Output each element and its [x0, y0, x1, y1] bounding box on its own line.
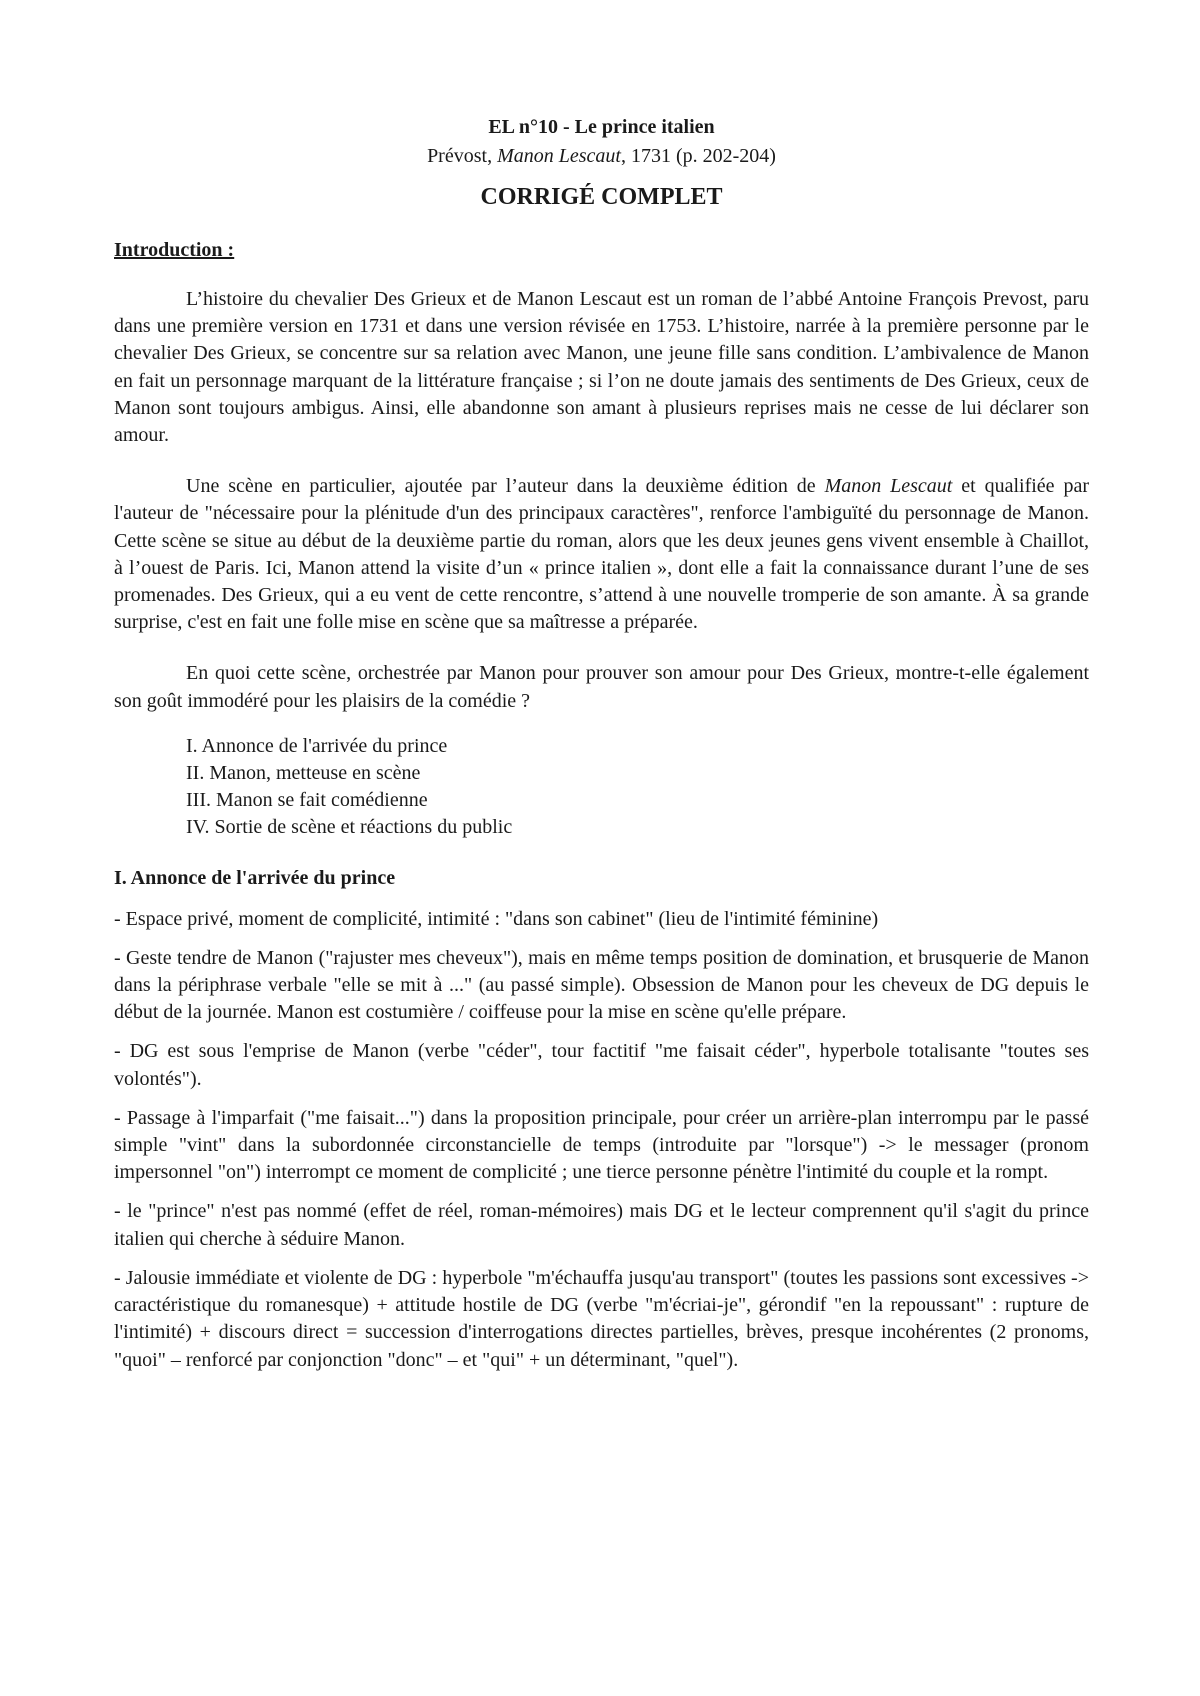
- corrige-banner: CORRIGÉ COMPLET: [480, 184, 723, 210]
- plan-item: II. Manon, metteuse en scène: [186, 762, 421, 785]
- document-title: EL n°10 - Le prince italien: [488, 116, 715, 138]
- intro-p2-end: et qualifiée par l'auteur de "nécessaire pour la plénitude d'un des principaux caractères", renforce l'ambiguïté du personnage de Manon. Cette scène se situe au début de la deuxième partie du roman, alors que les deux jeunes gens vivent ensemble à Chaillot, à l’ouest de Paris. Ici, Manon attend la visite d’un « prince italien », dont elle a fait la connaissance durant l’une de ses promenades. Des Grieux, qui a eu vent de cette rencontre, s’attend à une nouvelle tromperie de son amante. À sa grande surprise, c'est en fait une folle mise en scène que sa maîtresse a préparée.: [114, 475, 1089, 634]
- intro-p2-work-title: Manon Lescaut: [824, 475, 953, 498]
- section-1-heading: I. Annonce de l'arrivée du prince: [114, 866, 396, 889]
- intro-paragraph-1: L’histoire du chevalier Des Grieux et de Manon Lescaut est un roman de l’abbé Antoine François Prevost, paru dans une première version en 1731 et dans une version révisée en 1753. L’histoire, narrée à la première personne par le chevalier Des Grieux, se concentre sur sa relation avec Manon, une jeune fille sans condition. L’ambivalence de Manon en fait un personnage marquant de la littérature française ; si l’on ne doute jamais des sentiments de Des Grieux, ceux de Manon sont toujours ambigus. Ainsi, elle abandonne son amant à plusieurs reprises mais ne cesse de lui déclarer son amour.: [114, 288, 1089, 447]
- plan-item: I. Annonce de l'arrivée du prince: [186, 734, 448, 757]
- analysis-point: - Geste tendre de Manon ("rajuster mes cheveux"), mais en même temps position de domination, et brusquerie de Manon dans la périphrase verbale "elle se mit à ..." (au passé simple). Obsession de Manon pour les cheveux de DG depuis le début de la journée. Manon est costumière / coiffeuse pour la mise en scène qu'elle prépare.: [114, 946, 1089, 1024]
- plan-item: III. Manon se fait comédienne: [186, 789, 428, 812]
- plan-item: IV. Sortie de scène et réactions du public: [186, 816, 513, 839]
- intro-paragraph-2: [114, 473, 1089, 636]
- introduction-heading: Introduction :: [114, 239, 235, 261]
- work-citation: [114, 142, 1089, 170]
- citation-work-title: Manon Lescaut: [497, 145, 621, 167]
- analysis-point: - Passage à l'imparfait ("me faisait...") dans la proposition principale, pour créer un arrière-plan interrompu par le passé simple "vint" dans la subordonnée circonstancielle de temps (introduite par "lorsque") -> le messager (pronom impersonnel "on") interrompt ce moment de complicité ; une tierce personne pénètre l'intimité du couple et la rompt.: [114, 1106, 1089, 1184]
- plan-list: [186, 733, 1089, 842]
- citation-date-pages: , 1731 (p. 202-204): [620, 145, 776, 167]
- intro-p2-start: Une scène en particulier, ajoutée par l’auteur dans la deuxième édition de: [186, 475, 825, 498]
- analysis-point: - DG est sous l'emprise de Manon (verbe "céder", tour factitif "me faisait céder", hyperbole totalisante "toutes ses volontés").: [114, 1040, 1089, 1090]
- analysis-point: - le "prince" n'est pas nommé (effet de réel, roman-mémoires) mais DG et le lecteur comprennent qu'il s'agit du prince italien qui cherche à séduire Manon.: [114, 1200, 1089, 1250]
- document-header: [114, 112, 1089, 214]
- analysis-point: - Espace privé, moment de complicité, intimité : "dans son cabinet" (lieu de l'intimité féminine): [114, 907, 879, 930]
- document-page: [114, 112, 1089, 1374]
- citation-author: Prévost,: [427, 145, 498, 167]
- problematic-paragraph: En quoi cette scène, orchestrée par Manon pour prouver son amour pour Des Grieux, montre-t-elle également son goût immodéré pour les plaisirs de la comédie ?: [114, 662, 1089, 712]
- analysis-point: - Jalousie immédiate et violente de DG : hyperbole "m'échauffa jusqu'au transport" (toutes les passions sont excessives -> caractéristique du romanesque) + attitude hostile de DG (verbe "m'écriai-je", gérondif "en la repoussant" : rupture de l'intimité) + discours direct = succession d'interrogations directes partielles, brèves, presque incohérentes (2 pronoms, "quoi" – renforcé par conjonction "donc" – et "qui" + un déterminant, "quel").: [114, 1266, 1089, 1371]
